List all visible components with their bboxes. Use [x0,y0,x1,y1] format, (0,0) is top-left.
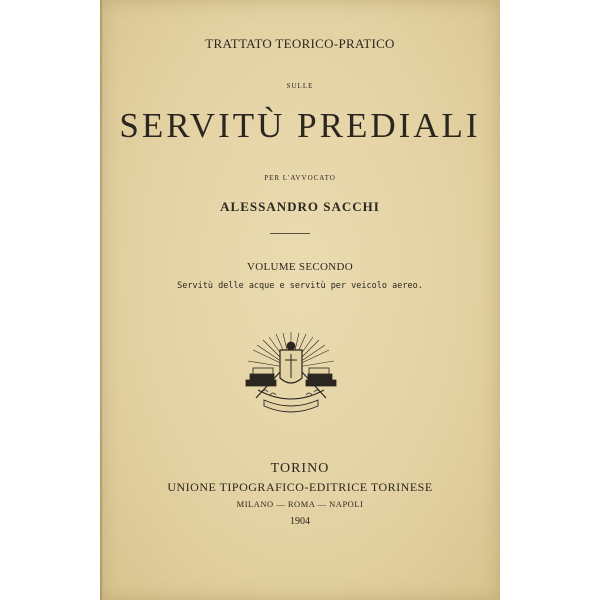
main-title: SERVITÙ PREDIALI [119,106,481,145]
book-page [100,0,500,600]
treatise-line: TRATTATO TEORICO-PRATICO [205,36,395,51]
volume-subtitle: Servitù delle acque e servitù per veicolo aereo. [177,281,423,291]
page-binding-shadow [100,0,103,600]
publication-year: 1904 [290,516,310,527]
by-line: PER L'AVVOCATO [264,174,336,182]
divider-rule [270,233,310,234]
publisher-emblem-icon [236,328,346,416]
publisher-name: UNIONE TIPOGRAFICO-EDITRICE TORINESE [167,480,433,494]
volume-label: VOLUME SECONDO [247,261,353,273]
author-name: ALESSANDRO SACCHI [220,199,380,214]
publication-city: TORINO [270,461,330,476]
connector-text: SULLE [286,82,314,90]
branch-cities: MILANO — ROMA — NAPOLI [236,499,364,509]
